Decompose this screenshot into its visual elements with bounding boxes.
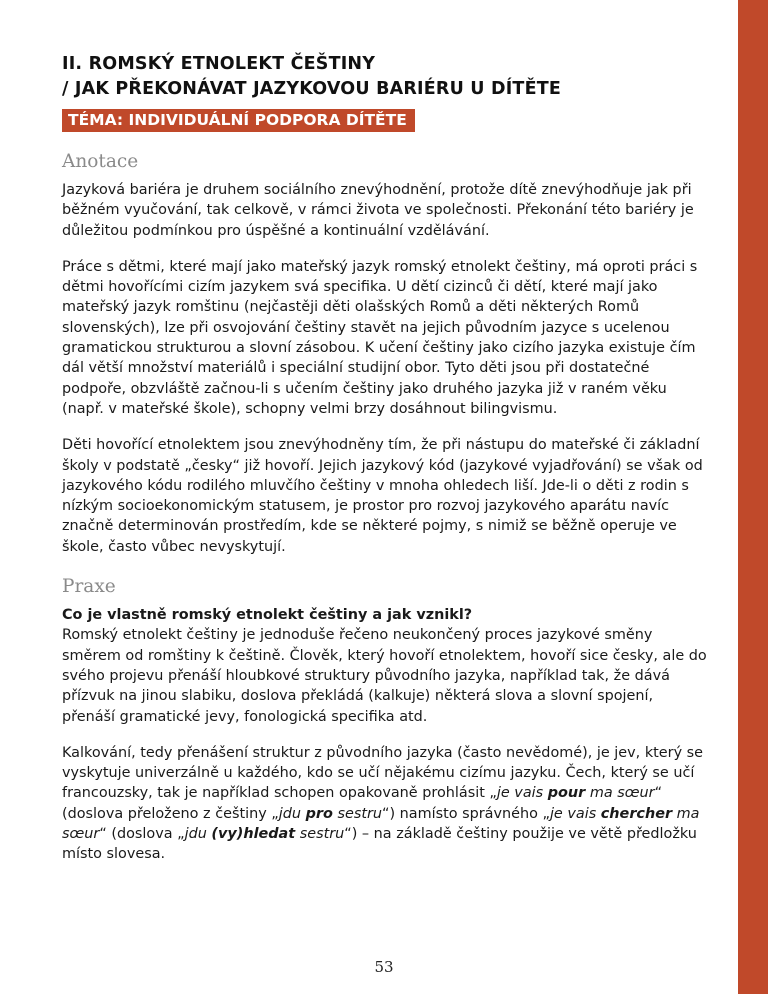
example-french-2-b: chercher — [600, 805, 673, 822]
example-czech-1-a: jdu — [278, 805, 306, 822]
example-czech-1-c: sestru — [332, 805, 382, 822]
section-heading-anotace: Anotace — [62, 151, 139, 172]
example-french-1-a: je vais — [496, 785, 548, 802]
example-french-1-b: pour — [547, 785, 586, 802]
example-french-1 — [497, 785, 655, 801]
kalk-text-1: Kalkování, tedy přenášení struktur z původního jazyka (často nevědomé), je jev, který se vyskytuje univerzálně u každého, kdo se učí nějakému cizímu jazyku. Čech, který se učí francouzsky, tak je například schopen opakovaně prohlásit „ — [62, 744, 704, 802]
kalk-text-4: “ (doslova „ — [99, 826, 185, 843]
example-czech-1-b: pro — [305, 805, 333, 822]
example-czech-2-c: sestru — [295, 826, 345, 843]
praxe-answer: Romský etnolekt češtiny je jednoduše řečeno neukončený proces jazykové směny směrem od romštiny k češtině. Člověk, který hovoří etnolektem, hovoří sice česky, ale do svého projevu přenáší hloubkové struktury původního jazyka, například tak, že dává přízvuk na jinou slabiku, doslova překládá (kalkuje) některá slova a slovní spojení, přenáší gramatické jevy, fonologická specifika atd. — [62, 627, 707, 725]
side-accent-bar — [738, 0, 768, 994]
page-number: 53 — [374, 958, 394, 976]
chapter-title — [62, 52, 710, 102]
anotace-paragraph-1: Jazyková bariéra je druhem sociálního znevýhodnění, protože dítě znevýhodňuje jak při běžném vyučování, tak celkově, v rámci života ve společnosti. Překonání této bariéry je důležitou podmínkou pro úspěšné a kontinuální vzdělávání. — [62, 182, 694, 239]
anotace-paragraph-3: Děti hovořící etnolektem jsou znevýhodněny tím, že při nástupu do mateřské či základní školy v podstatě „česky“ již hovoří. Jejich jazykový kód (jazykové vyjadřování) se však od jazykového kódu rodilého mluvčího češtiny v mnoha ohledech liší. Jde-li o děti z rodin s nízkým socioekonomickým statusem, je prostor pro rozvoj jazykového aparátu navíc značně determinován prostředím, kde se některé pojmy, s nimiž se běžně operuje ve škole, často vůbec nevyskytují. — [62, 437, 703, 555]
example-czech-2-a: jdu — [184, 826, 212, 843]
topic-label: TÉMA: INDIVIDUÁLNÍ PODPORA DÍTĚTE — [62, 109, 415, 132]
example-french-2-c: ma sœur — [62, 805, 700, 843]
example-czech-2 — [185, 826, 345, 842]
example-czech-1 — [279, 806, 382, 822]
example-french-1-c: ma sœur — [585, 785, 655, 802]
praxe-question: Co je vlastně romský etnolekt češtiny a jak vznikl? — [62, 607, 473, 624]
anotace-paragraph-2: Práce s dětmi, které mají jako mateřský jazyk romský etnolekt češtiny, má oproti práci s dětmi hovořícími cizím jazykem svá specifika. U dětí cizinců či dětí, které mají jako mateřský jazyk romštinu (nejčastěji děti olašských Romů a děti některých Romů slovenských), lze při osvojování češtiny stavět na jejich původním jazyce s ucelenou gramatickou strukturou a slovní zásobou. K učení češtiny jako cizího jazyka existuje čím dál větší množství materiálů i speciální studijní obor. Tyto děti jsou při dostatečné podpoře, obzvláště začnou-li s učením češtiny jako druhého jazyka již v raném věku (např. v mateřské škole), schopny velmi brzy dosáhnout bilingvismu. — [62, 258, 698, 417]
section-heading-praxe: Praxe — [62, 576, 116, 598]
kalk-text-2: “ (doslova přeloženo z češtiny „ — [62, 785, 663, 822]
kalk-text-5: “) – na základě češtiny použije ve větě předložku místo slovesa. — [62, 826, 697, 863]
kalk-text-3: “) namísto správného „ — [382, 805, 550, 822]
praxe-paragraph-2 — [62, 743, 710, 865]
praxe-paragraph-1 — [62, 605, 710, 727]
chapter-title-line-1: II. ROMSKÝ ETNOLEKT ČEŠTINY — [62, 54, 376, 74]
example-french-2-a: je vais — [549, 805, 601, 822]
page-content — [62, 52, 710, 865]
example-czech-2-b: (vy)hledat — [211, 826, 296, 843]
chapter-title-line-2: / JAK PŘEKONÁVAT JAZYKOVOU BARIÉRU U DÍTĚTE — [62, 79, 562, 99]
